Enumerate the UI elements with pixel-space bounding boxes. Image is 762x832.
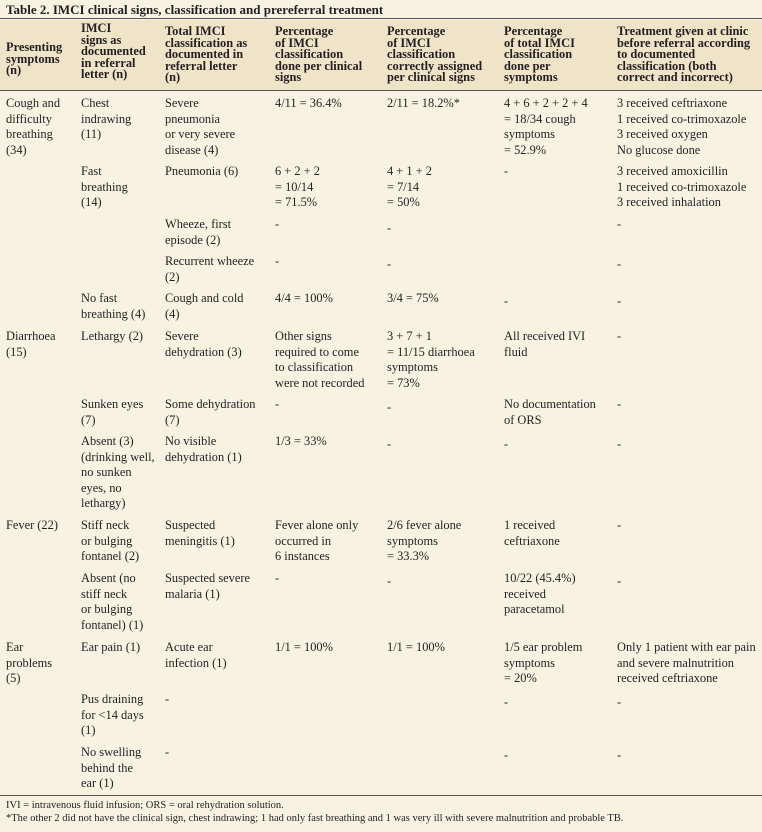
cell-pct-symptoms: All received IVI fluid (504, 329, 586, 359)
cell-pct-correct: - (387, 257, 392, 271)
cell-pct-done: Other signs required to come to classification were not recorded (275, 329, 365, 390)
cell-treatment: - (617, 748, 622, 762)
cell-classification: Suspected meningitis (1) (165, 518, 235, 548)
cell-classification: Acute ear infection (1) (165, 640, 227, 670)
cell-pct-correct: 4 + 1 + 2 = 7/14 = 50% (387, 164, 432, 209)
cell-pct-done: Fever alone only occurred in 6 instances (275, 518, 359, 563)
cell-classification: Wheeze, first episode (2) (165, 217, 232, 247)
cell-classification: Some dehydration (7) (165, 397, 256, 427)
cell-classification: Cough and cold (4) (165, 291, 244, 321)
cell-sign: Chest indrawing (11) (81, 96, 132, 141)
cell-pct-correct: 3 + 7 + 1 = 11/15 diarrhoea symptoms = 73% (387, 329, 475, 390)
cell-symptom-diarrhoea: Diarrhoea (15) (6, 329, 56, 359)
cell-pct-done: 6 + 2 + 2 = 10/14 = 71.5% (275, 164, 320, 209)
cell-sign: Lethargy (2) (81, 329, 144, 343)
cell-classification: Pneumonia (6) (165, 164, 239, 178)
cell-classification: - (165, 745, 170, 759)
cell-classification: Severe dehydration (3) (165, 329, 242, 359)
cell-pct-done: 4/4 = 100% (275, 291, 333, 305)
cell-pct-symptoms: - (504, 437, 509, 451)
cell-treatment: - (617, 329, 622, 343)
cell-pct-done: - (275, 217, 280, 231)
cell-treatment: - (617, 695, 622, 709)
cell-pct-done: 1/3 = 33% (275, 434, 327, 448)
cell-pct-correct: - (387, 437, 392, 451)
cell-pct-symptoms: - (504, 748, 509, 762)
cell-pct-done: - (275, 571, 280, 585)
cell-pct-done: 1/1 = 100% (275, 640, 333, 654)
cell-pct-correct: - (387, 221, 392, 235)
cell-symptom-fever: Fever (22) (6, 518, 58, 532)
cell-pct-correct: 3/4 = 75% (387, 291, 439, 305)
cell-pct-symptoms: 10/22 (45.4%) received paracetamol (504, 571, 576, 616)
cell-pct-correct: 2/11 = 18.2%* (387, 96, 460, 110)
cell-pct-symptoms: No documentation of ORS (504, 397, 596, 427)
cell-classification: No visible dehydration (1) (165, 434, 242, 464)
cell-treatment: 3 received ceftriaxone 1 received co-trimoxazole 3 received oxygen No glucose done (617, 96, 747, 157)
cell-sign: No fast breathing (4) (81, 291, 146, 321)
cell-treatment: - (617, 574, 622, 588)
cell-treatment: - (617, 294, 622, 308)
table-bottom-rule (0, 795, 762, 796)
cell-treatment: 3 received amoxicillin 1 received co-trimoxazole 3 received inhalation (617, 164, 747, 209)
cell-pct-symptoms: 1 received ceftriaxone (504, 518, 560, 548)
cell-pct-symptoms: 4 + 6 + 2 + 2 + 4 = 18/34 cough symptoms = 52.9% (504, 96, 588, 157)
cell-sign: Absent (3) (drinking well, no sunken eyes, no lethargy) (81, 434, 155, 510)
cell-sign: Absent (no stiff neck or bulging fontanel) (1) (81, 571, 144, 632)
table-title: Table 2. IMCI clinical signs, classification and prereferral treatment (0, 0, 762, 19)
cell-treatment: - (617, 397, 622, 411)
cell-pct-symptoms: - (504, 164, 509, 178)
header-pct-correct-per-signs: Percentage of IMCI classification correctly assigned per clinical signs (387, 24, 483, 85)
footnote-abbreviations: IVI = intravenous fluid infusion; ORS = oral rehydration solution. (6, 800, 284, 811)
cell-sign: Ear pain (1) (81, 640, 141, 654)
cell-pct-done: 4/11 = 36.4% (275, 96, 342, 110)
cell-pct-correct: 2/6 fever alone symptoms = 33.3% (387, 518, 462, 563)
cell-symptom-ear: Ear problems (5) (6, 640, 53, 685)
cell-pct-symptoms: - (504, 695, 509, 709)
cell-treatment: - (617, 437, 622, 451)
header-pct-done-per-signs: Percentage of IMCI classification done per clinical signs (275, 24, 363, 85)
cell-treatment: - (617, 257, 622, 271)
header-pct-done-per-symptoms: Percentage of total IMCI classification done per symptoms (504, 24, 575, 85)
header-treatment: Treatment given at clinic before referral according to documented classification (both correct and incorrect) (617, 24, 751, 85)
header-divider (0, 90, 762, 91)
cell-pct-done: - (275, 397, 280, 411)
cell-sign: Sunken eyes (7) (81, 397, 144, 427)
cell-classification: - (165, 692, 170, 706)
cell-classification: Severe pneumonia or very severe disease (4) (165, 96, 236, 157)
cell-treatment: - (617, 518, 622, 532)
cell-pct-correct: 1/1 = 100% (387, 640, 445, 654)
cell-sign: Pus draining for <14 days (1) (81, 692, 144, 737)
cell-sign: Stiff neck or bulging fontanel (2) (81, 518, 140, 563)
cell-treatment: Only 1 patient with ear pain and severe malnutrition received ceftriaxone (617, 640, 756, 685)
cell-classification: Recurrent wheeze (2) (165, 254, 255, 284)
cell-classification: Suspected severe malaria (1) (165, 571, 250, 601)
cell-pct-done: - (275, 254, 280, 268)
header-total-classification: Total IMCI classification as documented in referral letter (n) (165, 24, 248, 85)
footnote-asterisk: *The other 2 did not have the clinical sign, chest indrawing; 1 had only fast breathing and 1 was very ill with severe malnutrition and probable TB. (6, 813, 624, 824)
cell-sign: No swelling behind the ear (1) (81, 745, 142, 790)
cell-treatment: - (617, 217, 622, 231)
cell-pct-symptoms: - (504, 294, 509, 308)
cell-pct-symptoms: 1/5 ear problem symptoms = 20% (504, 640, 583, 685)
cell-sign: Fast breathing (14) (81, 164, 128, 209)
header-presenting-symptoms: Presenting symptoms (n) (6, 40, 63, 78)
cell-symptom-cough: Cough and difficulty breathing (34) (6, 96, 61, 157)
header-imci-signs: IMCI signs as documented in referral letter (n) (81, 21, 146, 82)
cell-pct-correct: - (387, 400, 392, 414)
cell-pct-correct: - (387, 574, 392, 588)
